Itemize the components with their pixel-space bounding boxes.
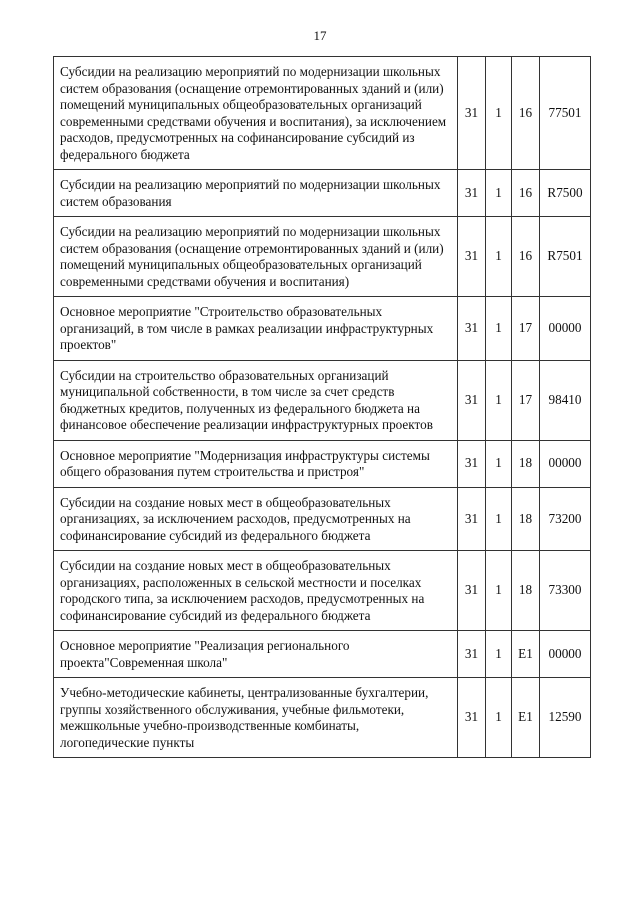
table-row [54,440,591,487]
subprogram-code: 1 [486,678,512,758]
row-description: Учебно-методические кабинеты, централизованные бухгалтерии, группы хозяйственного обслуживания, учебные фильмотеки, межшкольные учебно-производственные комбинаты, логопедические пункты [54,678,458,758]
table-row [54,360,591,440]
direction-code: 00000 [540,631,591,678]
direction-code: 98410 [540,360,591,440]
row-description: Основное мероприятие "Реализация регионального проекта"Современная школа" [54,631,458,678]
subprogram-code: 1 [486,170,512,217]
table-row [54,678,591,758]
direction-code: 73300 [540,551,591,631]
row-description: Субсидии на строительство образовательных организаций муниципальной собственности, в том числе за счет средств бюджетных кредитов, полученных из федерального бюджета на финансовое обеспечение реализации инфраструктурных проектов [54,360,458,440]
activity-code: 17 [512,297,540,361]
activity-code: 16 [512,217,540,297]
direction-code: R7500 [540,170,591,217]
table-row [54,170,591,217]
program-code: 31 [458,57,486,170]
subprogram-code: 1 [486,487,512,551]
direction-code: 73200 [540,487,591,551]
subprogram-code: 1 [486,297,512,361]
activity-code: 16 [512,57,540,170]
activity-code: 16 [512,170,540,217]
row-description: Субсидии на реализацию мероприятий по модернизации школьных систем образования [54,170,458,217]
activity-code: 18 [512,487,540,551]
table-row [54,217,591,297]
subprogram-code: 1 [486,360,512,440]
table-row [54,631,591,678]
budget-classification-table [53,56,591,758]
row-description: Субсидии на реализацию мероприятий по модернизации школьных систем образования (оснащение отремонтированных зданий и (или) помещений муниципальных общеобразовательных организаций современными средствами обучения и воспитания) [54,217,458,297]
table-row [54,551,591,631]
direction-code: 77501 [540,57,591,170]
row-description: Основное мероприятие "Строительство образовательных организаций, в том числе в рамках реализации инфраструктурных проектов" [54,297,458,361]
program-code: 31 [458,360,486,440]
direction-code: 00000 [540,297,591,361]
activity-code: E1 [512,678,540,758]
activity-code: E1 [512,631,540,678]
program-code: 31 [458,170,486,217]
program-code: 31 [458,487,486,551]
activity-code: 18 [512,440,540,487]
program-code: 31 [458,440,486,487]
table-row [54,297,591,361]
direction-code: R7501 [540,217,591,297]
program-code: 31 [458,551,486,631]
table-row [54,487,591,551]
subprogram-code: 1 [486,440,512,487]
direction-code: 12590 [540,678,591,758]
row-description: Субсидии на создание новых мест в общеобразовательных организациях, расположенных в сельской местности и поселках городского типа, за исключением расходов, предусмотренных на софинансирование субсидий из федерального бюджета [54,551,458,631]
direction-code: 00000 [540,440,591,487]
subprogram-code: 1 [486,217,512,297]
subprogram-code: 1 [486,57,512,170]
table-row [54,57,591,170]
program-code: 31 [458,217,486,297]
row-description: Основное мероприятие "Модернизация инфраструктуры системы общего образования путем строительства и пристроя" [54,440,458,487]
subprogram-code: 1 [486,631,512,678]
activity-code: 17 [512,360,540,440]
page-number: 17 [313,28,327,43]
program-code: 31 [458,297,486,361]
program-code: 31 [458,631,486,678]
row-description: Субсидии на создание новых мест в общеобразовательных организациях, за исключением расходов, предусмотренных на софинансирование субсидий из федерального бюджета [54,487,458,551]
activity-code: 18 [512,551,540,631]
row-description: Субсидии на реализацию мероприятий по модернизации школьных систем образования (оснащение отремонтированных зданий и (или) помещений муниципальных общеобразовательных организаций современными средствами обучения и воспитания), за исключением расходов, предусмотренных на софинансирование субсидий из федерального бюджета [54,57,458,170]
program-code: 31 [458,678,486,758]
subprogram-code: 1 [486,551,512,631]
